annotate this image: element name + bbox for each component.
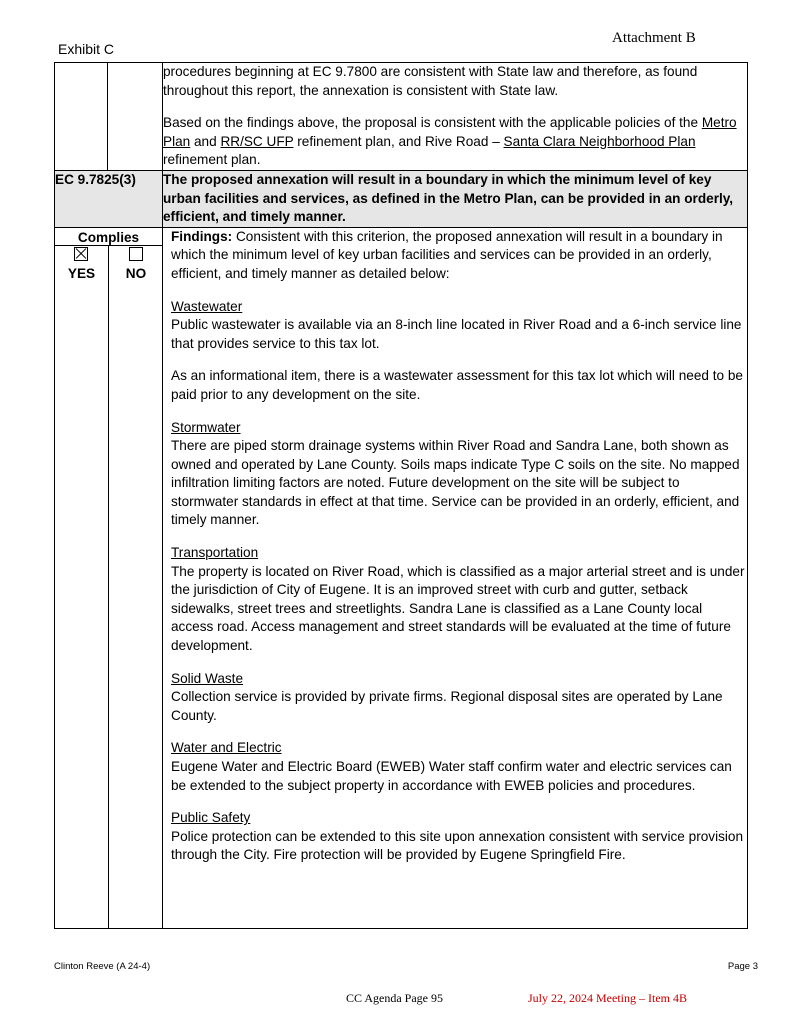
wastewater-paragraph-1: Public wastewater is available via an 8-inch line located in River Road and a 6-inch service line that provides service to this tax lot. — [171, 317, 742, 351]
intro-paragraph-1: procedures beginning at EC 9.7800 are consistent with State law and therefore, as found throughout this report, the annexation is consistent with State law. — [163, 64, 698, 98]
findings-cell — [163, 227, 748, 928]
section-heading-transportation: Transportation — [171, 545, 259, 561]
section-heading-solid-waste: Solid Waste — [171, 670, 244, 686]
criterion-row — [55, 170, 748, 227]
findings-row — [55, 227, 748, 928]
criterion-text: The proposed annexation will result in a boundary in which the minimum level of key urban facilities and services, as defined in the Metro Plan, can be provided in an orderly, efficient, and timely manner. — [163, 170, 748, 227]
findings-lead: Findings: — [171, 228, 233, 244]
section-heading-public-safety: Public Safety — [171, 810, 251, 826]
water-electric-paragraph: Eugene Water and Electric Board (EWEB) Water staff confirm water and electric services can be extended to the subject property in accordance with EWEB policies and procedures. — [171, 759, 732, 793]
public-safety-paragraph: Police protection can be extended to this site upon annexation consistent with service provision through the City. Fire protection will be provided by Eugene Springfield Fire. — [171, 828, 744, 863]
yes-label: YES — [67, 265, 96, 281]
footer-page-number: Page 3 — [727, 961, 758, 972]
intro-row — [55, 63, 748, 171]
no-label: NO — [125, 265, 147, 281]
intro-paragraph-2: Based on the findings above, the proposal is consistent with the applicable policies of the Metro Plan and RR/SC UFP refinement plan, and Rive Road – Santa Clara Neighborhood Plan refinement plan. — [163, 115, 737, 168]
agenda-page-label: CC Agenda Page 95 — [346, 991, 443, 1005]
section-heading-wastewater: Wastewater — [171, 298, 243, 314]
intro-cell — [163, 63, 748, 171]
section-heading-stormwater: Stormwater — [171, 419, 241, 435]
section-heading-water-electric: Water and Electric — [171, 740, 282, 756]
footer-case-label: Clinton Reeve (A 24-4) — [54, 961, 151, 972]
wastewater-paragraph-2: As an informational item, there is a wastewater assessment for this tax lot which will need to be paid prior to any development on the site. — [171, 368, 743, 402]
solid-waste-paragraph: Collection service is provided by private firms. Regional disposal sites are operated by Lane County. — [171, 689, 723, 723]
meeting-item-label: July 22, 2024 Meeting – Item 4B — [528, 991, 687, 1005]
stormwater-paragraph: There are piped storm drainage systems within River Road and Sandra Lane, both shown as owned and operated by Lane County. Soils maps indicate Type C soils on the site. No mapped infiltration limiting factors are noted. Future development on the site will be subject to stormwater standards in effect at that time. Service can be provided in an orderly, efficient, and timely manner. — [171, 438, 740, 528]
no-checkbox[interactable] — [129, 247, 143, 261]
complies-cell — [55, 227, 163, 928]
complies-label: Complies — [77, 229, 140, 245]
rrsc-ufp-link: RR/SC UFP — [220, 133, 294, 149]
santa-clara-plan-link: Santa Clara Neighborhood Plan — [503, 133, 696, 149]
yes-checkbox[interactable] — [74, 247, 88, 261]
transportation-paragraph: The property is located on River Road, which is classified as a major arterial street and is under the jurisdiction of City of Eugene. It is an improved street with curb and gutter, setback sidewalks, street trees and streetlights. Sandra Lane is classified as a Lane County local access road. Access management and street standards will be evaluated at the time of future development. — [171, 563, 745, 654]
metro-plan-link: Metro Plan — [163, 115, 737, 149]
criteria-table — [54, 62, 748, 929]
findings-intro: Findings: Consistent with this criterion, the proposed annexation will result in a boundary in which the minimum level of key urban facilities and services can be provided in an orderly, efficient, and timely manner as detailed below: — [171, 228, 723, 281]
attachment-label: Attachment B — [612, 30, 696, 46]
exhibit-label: Exhibit C — [58, 41, 115, 57]
criterion-code: EC 9.7825(3) — [55, 170, 163, 227]
